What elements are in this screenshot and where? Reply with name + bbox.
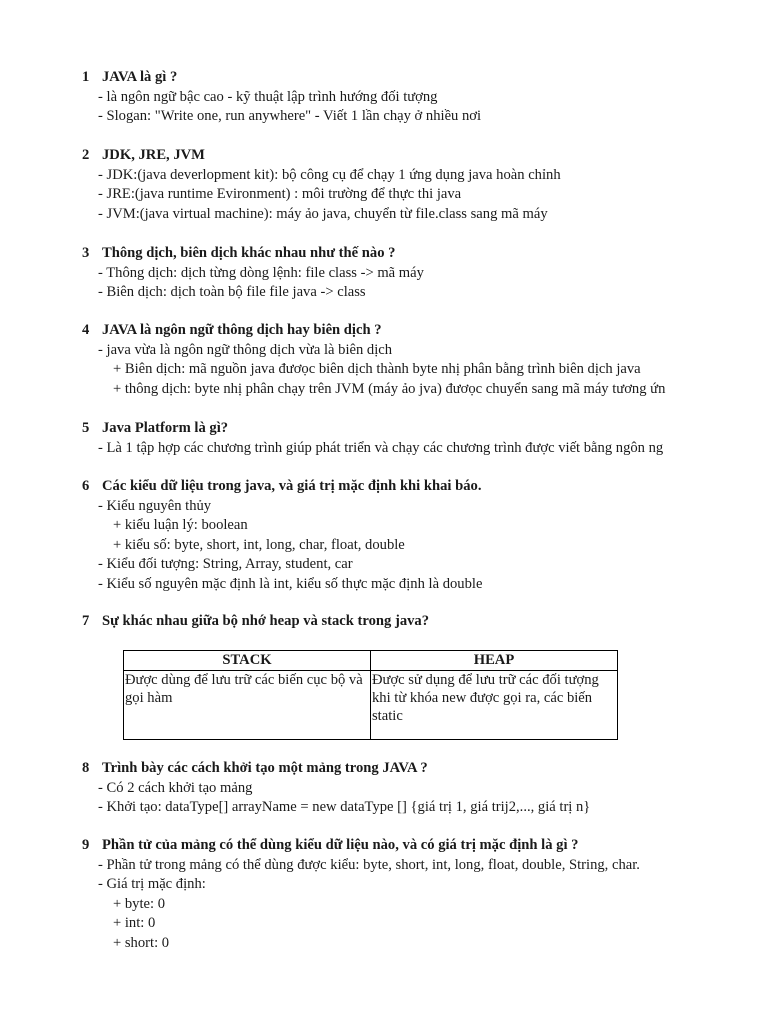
section-1 <box>0 68 680 127</box>
section-title: Phần tử của mảng có thể dùng kiểu dữ liệu nào, và có giá trị mặc định là gì ? <box>102 837 579 853</box>
section-number: 3 <box>82 245 90 261</box>
table-header-stack: STACK <box>124 651 371 671</box>
section-4 <box>0 321 680 399</box>
section-number: 4 <box>82 322 90 338</box>
list-item: - Kiểu số nguyên mặc định là int, kiểu số thực mặc định là double <box>98 575 483 592</box>
list-item: - JVM:(java virtual machine): máy ảo java, chuyển từ file.class sang mã máy <box>98 205 548 222</box>
section-7 <box>0 612 680 632</box>
section-title: JAVA là gì ? <box>102 69 178 85</box>
section-heading <box>0 612 680 632</box>
list-item: + kiểu số: byte, short, int, long, char, float, double <box>113 536 405 553</box>
section-title: Các kiểu dữ liệu trong java, và giá trị mặc định khi khai báo. <box>102 478 482 494</box>
section-8 <box>0 759 680 818</box>
table-header-heap: HEAP <box>371 651 618 671</box>
section-number: 2 <box>82 147 90 163</box>
list-item: - JDK:(java deverlopment kit): bộ công cụ để chạy 1 ứng dụng java hoàn chỉnh <box>98 166 561 183</box>
section-number: 1 <box>82 69 90 85</box>
section-title: Thông dịch, biên dịch khác nhau như thế nào ? <box>102 245 396 261</box>
section-number: 6 <box>82 478 90 494</box>
section-heading <box>0 68 680 88</box>
list-item: - Khởi tạo: dataType[] arrayName = new dataType [] {giá trị 1, giá trij2,..., giá trị n} <box>98 799 591 815</box>
stack-heap-table <box>123 650 618 740</box>
section-heading <box>0 321 680 341</box>
section-title: Trình bày các cách khởi tạo một mảng trong JAVA ? <box>102 760 428 776</box>
section-number: 7 <box>82 613 90 629</box>
section-5 <box>0 419 680 458</box>
section-heading <box>0 244 680 264</box>
table-cell-heap: Được sử dụng để lưu trữ các đối tượng khi từ khóa new được gọi ra, các biến static <box>371 671 618 740</box>
list-item: - Là 1 tập hợp các chương trình giúp phát triển và chạy các chương trình được viết bằng ngôn ng <box>98 439 664 456</box>
list-item: - Thông dịch: dịch từng dòng lệnh: file class -> mã máy <box>98 264 424 281</box>
list-item: + thông dịch: byte nhị phân chạy trên JVM (máy ảo jva) đươọc chuyển sang mã máy tương ứn <box>113 380 666 397</box>
list-item: + Biên dịch: mã nguồn java đươọc biên dịch thành byte nhị phân bằng trình biên dịch java <box>113 361 641 377</box>
section-9 <box>0 836 680 953</box>
section-2 <box>0 146 680 224</box>
table-row <box>124 671 618 740</box>
section-heading <box>0 477 680 497</box>
section-heading <box>0 419 680 439</box>
list-item: + int: 0 <box>113 915 156 931</box>
list-item: - Slogan: "Write one, run anywhere" - Viết 1 lần chạy ở nhiều nơi <box>98 108 482 124</box>
section-heading <box>0 836 680 856</box>
table-cell-stack: Được dùng để lưu trữ các biến cục bộ và gọi hàm <box>124 671 371 740</box>
section-title: Java Platform là gì? <box>102 420 229 436</box>
section-6 <box>0 477 680 594</box>
section-number: 9 <box>82 837 90 853</box>
list-item: - JRE:(java runtime Evironment) : môi trường để thực thi java <box>98 186 462 202</box>
list-item: - là ngôn ngữ bậc cao - kỹ thuật lập trình hướng đối tượng <box>98 88 438 105</box>
section-number: 8 <box>82 760 90 776</box>
list-item: - Kiểu đối tượng: String, Array, student, car <box>98 556 353 572</box>
section-title: JDK, JRE, JVM <box>102 147 205 163</box>
list-item: - Biên dịch: dịch toàn bộ file file java -> class <box>98 284 366 300</box>
section-number: 5 <box>82 420 90 436</box>
section-heading <box>0 146 680 166</box>
list-item: - java vừa là ngôn ngữ thông dịch vừa là biên dịch <box>98 341 393 358</box>
section-heading <box>0 759 680 779</box>
list-item: - Kiểu nguyên thủy <box>98 497 212 514</box>
list-item: + short: 0 <box>113 934 170 951</box>
section-3 <box>0 244 680 303</box>
list-item: + kiểu luận lý: boolean <box>113 517 248 533</box>
section-title: Sự khác nhau giữa bộ nhớ heap và stack trong java? <box>102 613 430 629</box>
list-item: - Phần tử trong mảng có thể dùng được kiểu: byte, short, int, long, float, double, String, char. <box>98 856 640 873</box>
table-header-row <box>124 651 618 671</box>
section-title: JAVA là ngôn ngữ thông dịch hay biên dịch ? <box>102 322 382 338</box>
list-item: - Có 2 cách khởi tạo mảng <box>98 779 253 796</box>
list-item: - Giá trị mặc định: <box>98 876 206 892</box>
list-item: + byte: 0 <box>113 895 166 912</box>
